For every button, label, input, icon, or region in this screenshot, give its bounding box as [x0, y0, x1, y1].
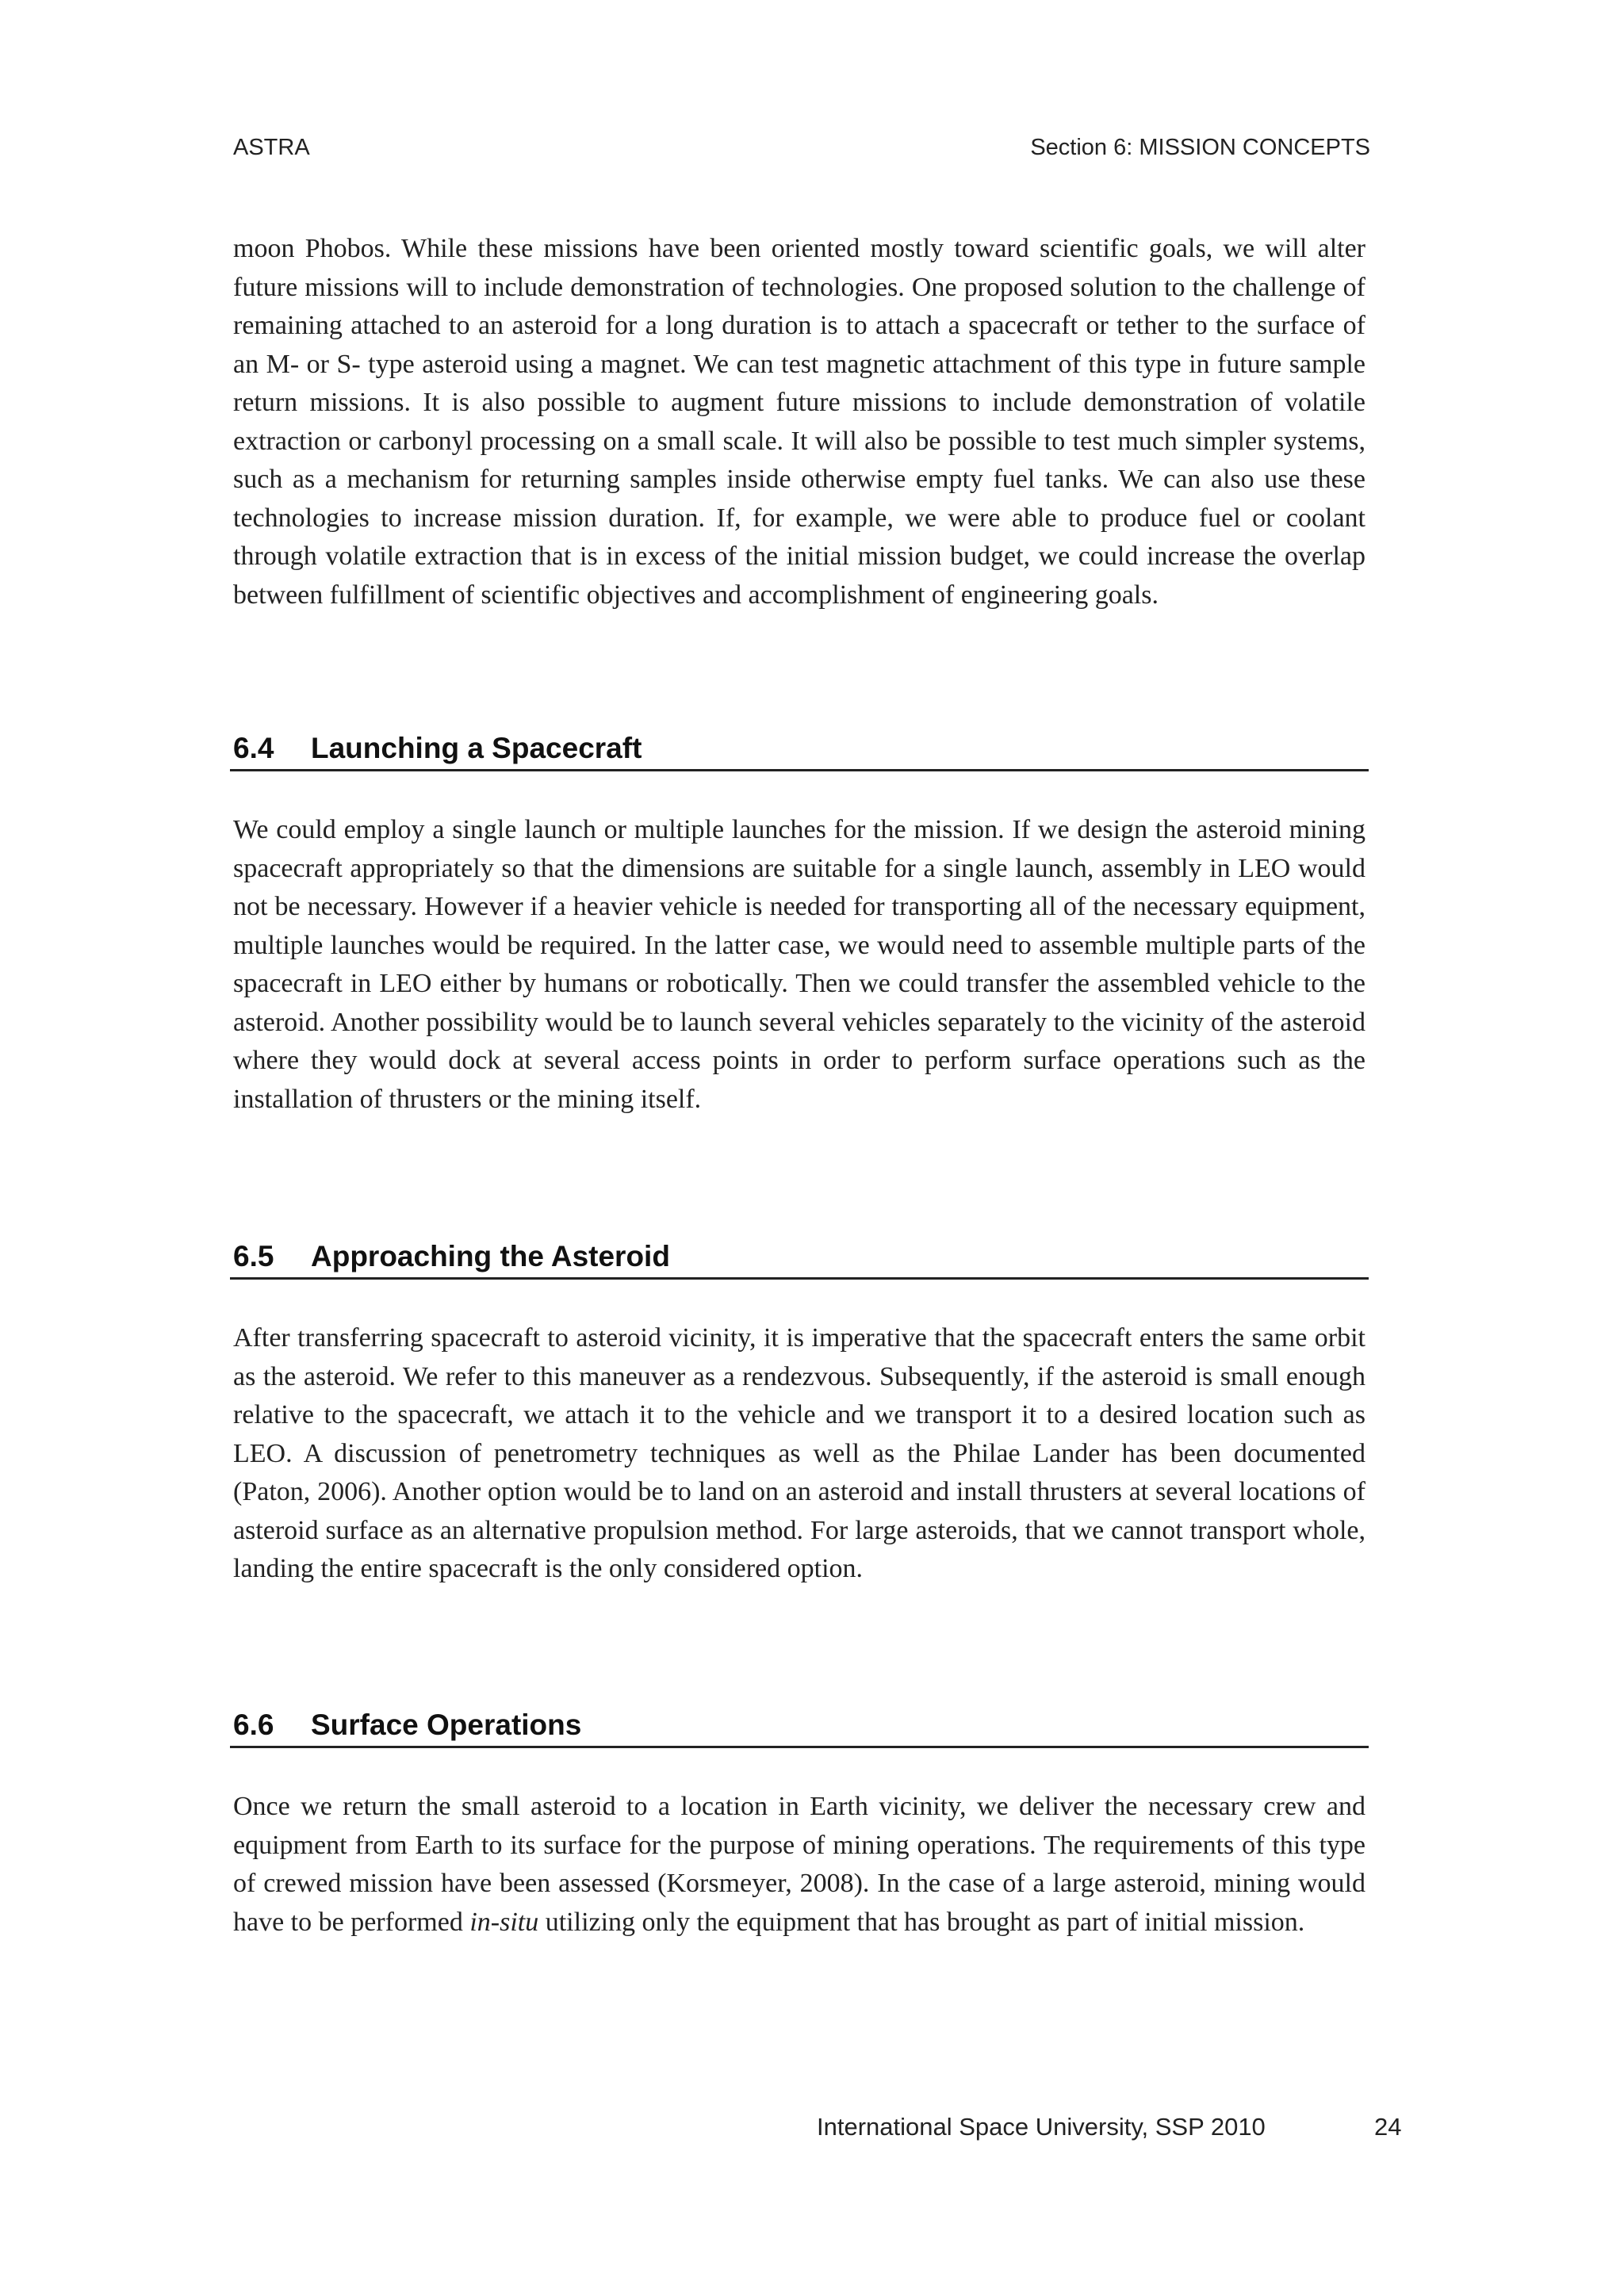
section-heading-6-4	[230, 731, 1369, 771]
footer-institution: International Space University, SSP 2010	[817, 2113, 1266, 2141]
section-heading-6-6	[230, 1708, 1369, 1748]
section-number: 6.6	[233, 1709, 274, 1741]
intro-paragraph: moon Phobos. While these missions have been oriented mostly toward scientific goals, we will alter future missions will to include demonstration of technologies. One proposed solution to the challenge of remaining attached to an asteroid for a long duration is to attach a spacecraft or tether to the surface of an M- or S- type asteroid using a magnet. We can test magnetic attachment of this type in future sample return missions. It is also possible to augment future missions to include demonstration of volatile extraction or carbonyl processing on a small scale. It will also be possible to test much simpler systems, such as a mechanism for returning samples inside otherwise empty fuel tanks. We can also use these technologies to increase mission duration. If, for example, we were able to produce fuel or coolant through volatile extraction that is in excess of the initial mission budget, we could increase the overlap between fulfillment of scientific objectives and accomplishment of engineering goals.	[233, 234, 1365, 610]
section-title: Approaching the Asteroid	[311, 1240, 670, 1272]
section-6-6-paragraph	[233, 1788, 1365, 1942]
paragraph-text: utilizing only the equipment that has brought as part of initial mission.	[538, 1907, 1305, 1937]
section-title: Launching a Spacecraft	[311, 732, 642, 764]
paragraph-text: Once we return the small asteroid to a location in Earth vicinity, we deliver the necessary crew and equipment from Earth to its surface for the purpose of mining operations. The requirements of this type of crewed mission have been assessed (Korsmeyer, 2008). In the case of a large asteroid, mining would have to be performed	[233, 1792, 1365, 1937]
section-number: 6.5	[233, 1240, 274, 1272]
section-6-5-paragraph: After transferring spacecraft to asteroid vicinity, it is imperative that the spacecraft enters the same orbit as the asteroid. We refer to this maneuver as a rendezvous. Subsequently, if the asteroid is small enough relative to the spacecraft, we attach it to the vehicle and we transport it to a desired location such as LEO. A discussion of penetrometry techniques as well as the Philae Lander has been documented (Paton, 2006). Another option would be to land on an asteroid and install thrusters at several locations of asteroid surface as an alternative propulsion method. For large asteroids, that we cannot transport whole, landing the entire spacecraft is the only considered option.	[233, 1323, 1365, 1583]
header-section-title: Section 6: MISSION CONCEPTS	[1030, 135, 1370, 160]
section-heading-6-5	[230, 1239, 1369, 1280]
section-title: Surface Operations	[311, 1709, 582, 1741]
section-6-4-paragraph: We could employ a single launch or multiple launches for the mission. If we design the asteroid mining spacecraft appropriately so that the dimensions are suitable for a single launch, assembly in LEO would not be necessary. However if a heavier vehicle is needed for transporting all of the necessary equipment, multiple launches would be required. In the latter case, we would need to assemble multiple parts of the spacecraft in LEO either by humans or robotically. Then we could transfer the assembled vehicle to the asteroid. Another possibility would be to launch several vehicles separately to the vicinity of the asteroid where they would dock at several access points in order to perform surface operations such as the installation of thrusters or the mining itself.	[233, 815, 1365, 1114]
section-number: 6.4	[233, 732, 274, 764]
header-doc-title: ASTRA	[233, 135, 310, 160]
italic-term: in-situ	[469, 1907, 539, 1937]
page-number: 24	[1374, 2113, 1402, 2141]
